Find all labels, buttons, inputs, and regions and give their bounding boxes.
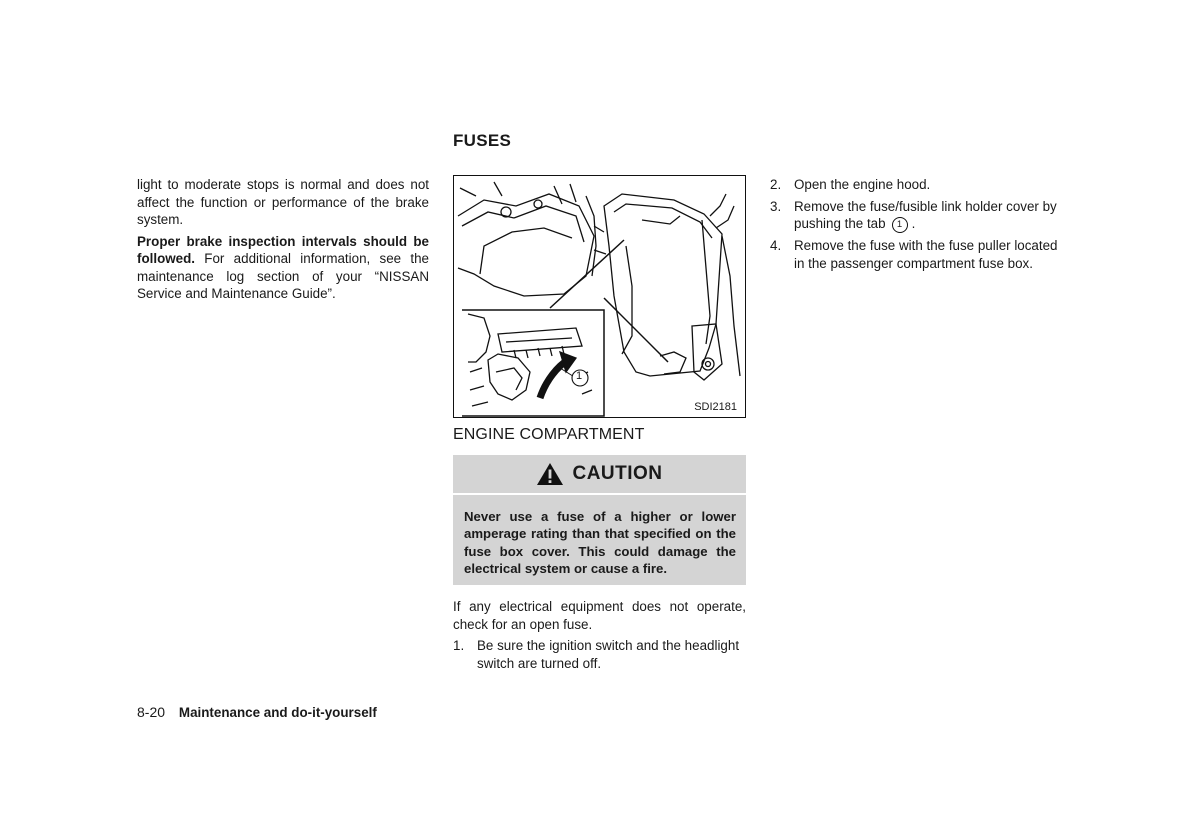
steps-list-start <box>453 637 746 672</box>
circled-number-icon: 1 <box>892 217 908 233</box>
section-heading: FUSES <box>453 131 512 150</box>
fuse-box-line-drawing <box>454 176 746 418</box>
step-number: 2. <box>770 177 782 192</box>
step-text: Remove the fuse/fusible link holder cover by pushing the tab <box>794 198 1057 231</box>
left-column <box>137 176 429 307</box>
step-number: 4. <box>770 238 782 253</box>
step-text-end: . <box>911 216 916 231</box>
figure-code: SDI2181 <box>694 401 737 413</box>
step-item <box>453 637 746 672</box>
engine-compartment-illustration <box>453 175 746 418</box>
page-footer <box>137 704 377 720</box>
caution-header <box>453 455 746 495</box>
step-item <box>770 198 1070 234</box>
page-number: 8-20 <box>137 704 166 720</box>
figure-callout-number: 1 <box>576 370 583 382</box>
open-fuse-intro: If any electrical equipment does not operate, check for an open fuse. <box>453 599 746 632</box>
step-text: Open the engine hood. <box>794 177 931 192</box>
step-number: 1. <box>453 638 465 653</box>
warning-triangle-icon <box>536 462 564 486</box>
step-text: Be sure the ignition switch and the headlight switch are turned off. <box>477 638 740 671</box>
middle-text <box>453 598 746 676</box>
step-text: Remove the fuse with the fuse puller located in the passenger compartment fuse box. <box>794 238 1058 271</box>
caution-title: CAUTION <box>572 463 663 484</box>
step-item <box>770 237 1070 272</box>
caution-box <box>453 455 746 585</box>
sub-heading: ENGINE COMPARTMENT <box>453 426 645 443</box>
inspection-text: For additional information, see the maintenance log section of your “NISSAN Service and Maintenance Guide”. <box>137 251 429 301</box>
brake-paragraph: light to moderate stops is normal and does not affect the function or performance of the brake system. <box>137 177 429 227</box>
steps-list-continued <box>770 176 1070 272</box>
step-number: 3. <box>770 198 782 214</box>
caution-text: Never use a fuse of a higher or lower amperage rating than that specified on the fuse box cover. This could damage the electrical system or cause a fire. <box>464 509 736 577</box>
footer-section-title: Maintenance and do-it-yourself <box>178 705 377 720</box>
step-item <box>770 176 1070 194</box>
right-column <box>770 176 1070 276</box>
inspection-emphasis: Proper brake inspection intervals should be followed. <box>137 233 429 266</box>
inspection-paragraph <box>137 233 429 303</box>
